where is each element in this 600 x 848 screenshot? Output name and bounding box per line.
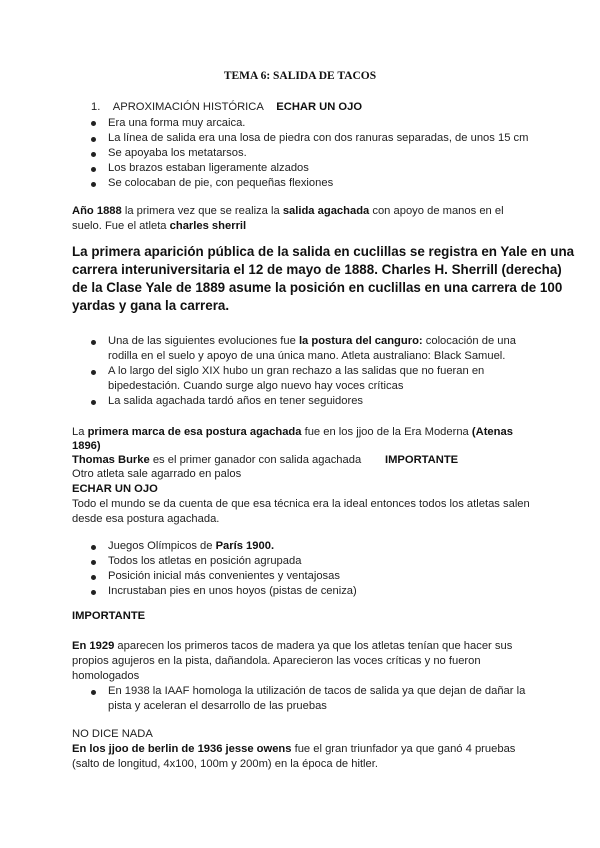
list-item-cont: bipedestación. Cuando surge algo nuevo hay voces críticas — [108, 380, 404, 392]
section-tag: ECHAR UN OJO — [276, 101, 363, 113]
bullet-icon — [91, 152, 96, 157]
list-item-cont: pista y aceleran el desarrollo de las pruebas — [108, 700, 327, 712]
list-item: Los brazos estaban ligeramente alzados — [108, 162, 309, 174]
paragraph-1888: Año 1888 la primera vez que se realiza la salida agachada con apoyo de manos en el — [72, 205, 504, 217]
bullet-icon — [91, 545, 96, 550]
paragraph-1896: La primera marca de esa postura agachada fue en los jjoo de la Era Moderna (Atenas — [72, 426, 513, 438]
list-item-cont: rodilla en el suelo y apoyo de una única mano. Atleta australiano: Black Samuel. — [108, 350, 506, 362]
importante-tag: IMPORTANTE — [385, 454, 459, 466]
bullet-icon — [91, 167, 96, 172]
paragraph-1896-line2: 1896) — [72, 440, 101, 452]
echar-tag: ECHAR UN OJO — [72, 483, 158, 495]
paragraph-1929: En 1929 aparecen los primeros tacos de madera ya que los atletas tenían que hacer sus — [72, 640, 513, 652]
bullet-icon — [91, 370, 96, 375]
page-title: TEMA 6: SALIDA DE TACOS — [223, 70, 377, 82]
paragraph-1888-line2: suelo. Fue el atleta charles sherril — [72, 220, 247, 232]
list-item: A lo largo del siglo XIX hubo un gran rechazo a las salidas que no fueran en — [108, 365, 485, 377]
list-item: Todos los atletas en posición agrupada — [108, 555, 302, 567]
no-dice-nada: NO DICE NADA — [72, 728, 153, 740]
paragraph-otro: Otro atleta sale agarrado en palos — [72, 468, 242, 480]
section-number: 1. — [91, 101, 101, 113]
list-item: Incrustaban pies en unos hoyos (pistas de ceniza) — [108, 585, 357, 597]
paragraph-1936: En los jjoo de berlin de 1936 jesse owens fue el gran triunfador ya que ganó 4 pruebas — [72, 743, 516, 755]
bullet-icon — [91, 340, 96, 345]
big-paragraph-line: yardas y gana la carrera. — [72, 298, 230, 313]
bullet-icon — [91, 560, 96, 565]
big-paragraph-line: carrera interuniversitaria el 12 de mayo de 1888. Charles H. Sherrill (derecha) — [72, 262, 562, 277]
big-paragraph-line: de la Clase Yale de 1889 asume la posición en cuclillas en una carrera de 100 — [72, 280, 563, 295]
bullet-icon — [91, 575, 96, 580]
section-heading — [91, 100, 362, 115]
bullet-icon — [91, 137, 96, 142]
list-item: Una de las siguientes evoluciones fue la postura del canguro: colocación de una — [108, 335, 516, 347]
paragraph-1936-line2: (salto de longitud, 4x100, 100m y 200m) en la época de hitler. — [72, 758, 378, 770]
importante-heading: IMPORTANTE — [72, 610, 146, 622]
paragraph-1929-line3: homologados — [72, 670, 140, 682]
bullet-icon — [91, 690, 96, 695]
paragraph-1929-line2: propios agujeros en la pista, dañandola. Aparecieron las voces críticas y no fueron — [72, 655, 481, 667]
list-item: En 1938 la IAAF homologa la utilización de tacos de salida ya que dejan de dañar la — [108, 685, 526, 697]
list-item: Posición inicial más convenientes y ventajosas — [108, 570, 340, 582]
bullet-icon — [91, 182, 96, 187]
bullet-icon — [91, 121, 96, 126]
section-heading-text: APROXIMACIÓN HISTÓRICA — [112, 101, 264, 113]
list-item: La salida agachada tardó años en tener seguidores — [108, 395, 364, 407]
list-item: Era una forma muy arcaica. — [108, 117, 246, 129]
paragraph-todo-line2: desde esa postura agachada. — [72, 513, 220, 525]
bullet-icon — [91, 590, 96, 595]
bullet-icon — [91, 400, 96, 405]
list-item: La línea de salida era una losa de piedra con dos ranuras separadas, de unos 15 cm — [108, 132, 529, 144]
paragraph-todo: Todo el mundo se da cuenta de que esa técnica era la ideal entonces todos los atletas salen — [72, 498, 530, 510]
list-item: Juegos Olímpicos de París 1900. — [108, 540, 275, 552]
list-item: Se apoyaba los metatarsos. — [108, 147, 247, 159]
list-item: Se colocaban de pie, con pequeñas flexiones — [108, 177, 334, 189]
paragraph-burke: Thomas Burke es el primer ganador con salida agachada — [72, 454, 362, 466]
big-paragraph-line: La primera aparición pública de la salida en cuclillas se registra en Yale en una — [72, 244, 575, 259]
